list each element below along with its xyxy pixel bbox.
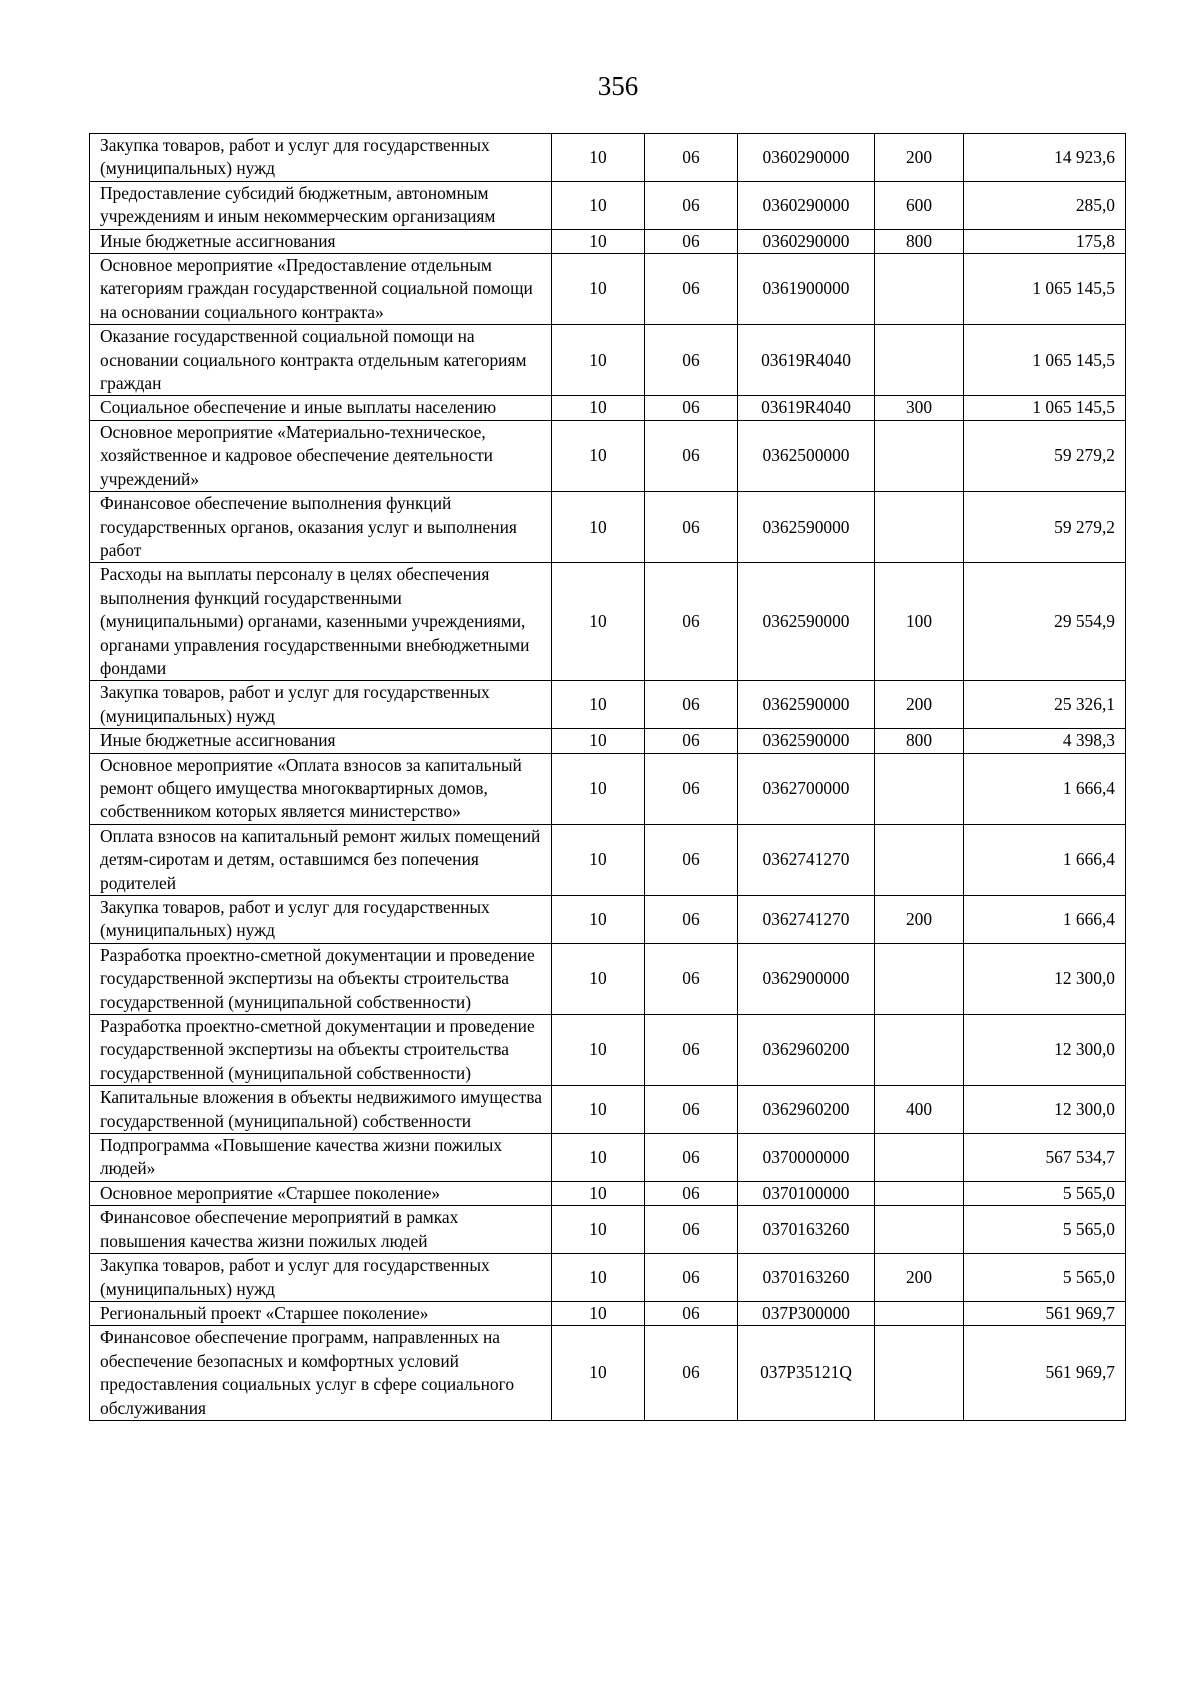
row-subsection-cell: 06	[645, 396, 738, 420]
row-section-cell: 10	[552, 896, 645, 944]
row-subsection-cell: 06	[645, 1206, 738, 1254]
row-target-item-cell: 0362741270	[738, 896, 875, 944]
row-amount-cell: 12 300,0	[964, 1086, 1126, 1134]
table-row	[90, 1326, 1126, 1421]
row-target-item-cell: 0361900000	[738, 254, 875, 325]
row-amount-cell: 1 065 145,5	[964, 396, 1126, 420]
row-target-item-cell: 0370163260	[738, 1254, 875, 1302]
row-subsection-cell: 06	[645, 492, 738, 563]
row-expense-type-cell: 600	[875, 181, 964, 229]
row-expense-type-cell: 200	[875, 1254, 964, 1302]
row-amount-cell: 561 969,7	[964, 1326, 1126, 1421]
row-subsection-cell: 06	[645, 1086, 738, 1134]
row-amount-cell: 285,0	[964, 181, 1126, 229]
row-amount-cell: 1 065 145,5	[964, 254, 1126, 325]
row-expense-type-cell: 200	[875, 134, 964, 182]
row-expense-type-cell: 100	[875, 563, 964, 681]
row-name-cell: Разработка проектно-сметной документации и проведение государственной экспертизы на объекты строительства государственной (муниципальной собственности)	[90, 943, 552, 1014]
row-target-item-cell: 03619R4040	[738, 396, 875, 420]
row-amount-cell: 29 554,9	[964, 563, 1126, 681]
row-section-cell: 10	[552, 729, 645, 753]
row-subsection-cell: 06	[645, 1134, 738, 1182]
row-expense-type-cell: 800	[875, 229, 964, 253]
row-target-item-cell: 0362700000	[738, 753, 875, 824]
row-expense-type-cell	[875, 824, 964, 895]
row-section-cell: 10	[552, 1326, 645, 1421]
row-expense-type-cell	[875, 492, 964, 563]
row-section-cell: 10	[552, 1181, 645, 1205]
row-expense-type-cell	[875, 1134, 964, 1182]
table-row	[90, 1015, 1126, 1086]
row-section-cell: 10	[552, 134, 645, 182]
row-name-cell: Капитальные вложения в объекты недвижимого имущества государственной (муниципальной) собственности	[90, 1086, 552, 1134]
row-expense-type-cell	[875, 1326, 964, 1421]
row-section-cell: 10	[552, 943, 645, 1014]
row-target-item-cell: 0362500000	[738, 420, 875, 491]
row-section-cell: 10	[552, 396, 645, 420]
table-row	[90, 563, 1126, 681]
row-subsection-cell: 06	[645, 229, 738, 253]
row-target-item-cell: 0362960200	[738, 1086, 875, 1134]
row-name-cell: Разработка проектно-сметной документации и проведение государственной экспертизы на объекты строительства государственной (муниципальной собственности)	[90, 1015, 552, 1086]
row-target-item-cell: 0362741270	[738, 824, 875, 895]
row-amount-cell: 5 565,0	[964, 1206, 1126, 1254]
row-section-cell: 10	[552, 1301, 645, 1325]
row-name-cell: Основное мероприятие «Оплата взносов за капитальный ремонт общего имущества многоквартирных домов, собственником которых является министерство»	[90, 753, 552, 824]
table-row	[90, 181, 1126, 229]
row-target-item-cell: 0360290000	[738, 229, 875, 253]
table-row	[90, 1181, 1126, 1205]
row-subsection-cell: 06	[645, 943, 738, 1014]
row-amount-cell: 25 326,1	[964, 681, 1126, 729]
row-amount-cell: 175,8	[964, 229, 1126, 253]
row-target-item-cell: 03619R4040	[738, 325, 875, 396]
table-row	[90, 134, 1126, 182]
row-amount-cell: 14 923,6	[964, 134, 1126, 182]
row-section-cell: 10	[552, 1254, 645, 1302]
row-subsection-cell: 06	[645, 1254, 738, 1302]
row-subsection-cell: 06	[645, 681, 738, 729]
row-target-item-cell: 0370100000	[738, 1181, 875, 1205]
row-section-cell: 10	[552, 824, 645, 895]
table-row	[90, 1134, 1126, 1182]
row-subsection-cell: 06	[645, 1301, 738, 1325]
row-amount-cell: 12 300,0	[964, 943, 1126, 1014]
table-row	[90, 729, 1126, 753]
table-row	[90, 420, 1126, 491]
row-amount-cell: 561 969,7	[964, 1301, 1126, 1325]
row-name-cell: Предоставление субсидий бюджетным, автономным учреждениям и иным некоммерческим организациям	[90, 181, 552, 229]
row-subsection-cell: 06	[645, 729, 738, 753]
row-amount-cell: 59 279,2	[964, 492, 1126, 563]
row-expense-type-cell: 200	[875, 896, 964, 944]
row-name-cell: Оплата взносов на капитальный ремонт жилых помещений детям-сиротам и детям, оставшимся без попечения родителей	[90, 824, 552, 895]
row-amount-cell: 567 534,7	[964, 1134, 1126, 1182]
row-expense-type-cell	[875, 420, 964, 491]
row-amount-cell: 59 279,2	[964, 420, 1126, 491]
row-section-cell: 10	[552, 1015, 645, 1086]
row-subsection-cell: 06	[645, 1181, 738, 1205]
row-name-cell: Иные бюджетные ассигнования	[90, 729, 552, 753]
row-subsection-cell: 06	[645, 254, 738, 325]
table-row	[90, 325, 1126, 396]
row-name-cell: Подпрограмма «Повышение качества жизни пожилых людей»	[90, 1134, 552, 1182]
table-row	[90, 1206, 1126, 1254]
row-name-cell: Основное мероприятие «Предоставление отдельным категориям граждан государственной социальной помощи на основании социального контракта»	[90, 254, 552, 325]
row-subsection-cell: 06	[645, 181, 738, 229]
row-expense-type-cell	[875, 1301, 964, 1325]
row-target-item-cell: 0360290000	[738, 181, 875, 229]
row-name-cell: Закупка товаров, работ и услуг для государственных (муниципальных) нужд	[90, 134, 552, 182]
row-name-cell: Основное мероприятие «Материально-техническое, хозяйственное и кадровое обеспечение деятельности учреждений»	[90, 420, 552, 491]
row-expense-type-cell	[875, 753, 964, 824]
table-row	[90, 681, 1126, 729]
budget-table	[89, 133, 1126, 1421]
row-section-cell: 10	[552, 1206, 645, 1254]
row-expense-type-cell: 800	[875, 729, 964, 753]
row-name-cell: Закупка товаров, работ и услуг для государственных (муниципальных) нужд	[90, 681, 552, 729]
row-name-cell: Закупка товаров, работ и услуг для государственных (муниципальных) нужд	[90, 1254, 552, 1302]
row-expense-type-cell	[875, 1181, 964, 1205]
row-target-item-cell: 0362900000	[738, 943, 875, 1014]
row-name-cell: Финансовое обеспечение выполнения функций государственных органов, оказания услуг и выполнения работ	[90, 492, 552, 563]
row-target-item-cell: 0362590000	[738, 492, 875, 563]
page-number: 356	[597, 71, 639, 101]
table-row	[90, 492, 1126, 563]
row-name-cell: Региональный проект «Старшее поколение»	[90, 1301, 552, 1325]
row-name-cell: Финансовое обеспечение мероприятий в рамках повышения качества жизни пожилых людей	[90, 1206, 552, 1254]
row-expense-type-cell: 300	[875, 396, 964, 420]
row-amount-cell: 4 398,3	[964, 729, 1126, 753]
table-row	[90, 943, 1126, 1014]
row-expense-type-cell	[875, 325, 964, 396]
row-target-item-cell: 0370163260	[738, 1206, 875, 1254]
row-subsection-cell: 06	[645, 824, 738, 895]
row-name-cell: Иные бюджетные ассигнования	[90, 229, 552, 253]
row-amount-cell: 1 666,4	[964, 824, 1126, 895]
table-row	[90, 1254, 1126, 1302]
row-section-cell: 10	[552, 753, 645, 824]
row-expense-type-cell	[875, 254, 964, 325]
row-name-cell: Оказание государственной социальной помощи на основании социального контракта отдельным категориям граждан	[90, 325, 552, 396]
row-amount-cell: 1 065 145,5	[964, 325, 1126, 396]
row-target-item-cell: 037P300000	[738, 1301, 875, 1325]
table-row	[90, 229, 1126, 253]
table-row	[90, 753, 1126, 824]
row-subsection-cell: 06	[645, 420, 738, 491]
row-name-cell: Социальное обеспечение и иные выплаты населению	[90, 396, 552, 420]
row-target-item-cell: 0362590000	[738, 681, 875, 729]
table-row	[90, 396, 1126, 420]
row-amount-cell: 12 300,0	[964, 1015, 1126, 1086]
row-section-cell: 10	[552, 681, 645, 729]
row-subsection-cell: 06	[645, 1015, 738, 1086]
row-section-cell: 10	[552, 181, 645, 229]
row-amount-cell: 5 565,0	[964, 1181, 1126, 1205]
row-expense-type-cell	[875, 1015, 964, 1086]
row-target-item-cell: 037P35121Q	[738, 1326, 875, 1421]
row-subsection-cell: 06	[645, 325, 738, 396]
row-amount-cell: 1 666,4	[964, 753, 1126, 824]
row-target-item-cell: 0360290000	[738, 134, 875, 182]
row-target-item-cell: 0362590000	[738, 729, 875, 753]
row-expense-type-cell: 400	[875, 1086, 964, 1134]
budget-table-body	[90, 134, 1126, 1421]
row-section-cell: 10	[552, 229, 645, 253]
table-row	[90, 1086, 1126, 1134]
row-target-item-cell: 0370000000	[738, 1134, 875, 1182]
table-row	[90, 1301, 1126, 1325]
row-section-cell: 10	[552, 1134, 645, 1182]
row-subsection-cell: 06	[645, 1326, 738, 1421]
table-row	[90, 824, 1126, 895]
row-name-cell: Расходы на выплаты персоналу в целях обеспечения выполнения функций государственными (муниципальными) органами, казенными учреждениями, органами управления государственными внебюджетными фондами	[90, 563, 552, 681]
row-name-cell: Закупка товаров, работ и услуг для государственных (муниципальных) нужд	[90, 896, 552, 944]
row-section-cell: 10	[552, 254, 645, 325]
row-subsection-cell: 06	[645, 753, 738, 824]
row-amount-cell: 5 565,0	[964, 1254, 1126, 1302]
row-section-cell: 10	[552, 420, 645, 491]
row-target-item-cell: 0362590000	[738, 563, 875, 681]
row-expense-type-cell: 200	[875, 681, 964, 729]
row-amount-cell: 1 666,4	[964, 896, 1126, 944]
row-section-cell: 10	[552, 563, 645, 681]
table-row	[90, 896, 1126, 944]
table-row	[90, 254, 1126, 325]
row-expense-type-cell	[875, 1206, 964, 1254]
row-expense-type-cell	[875, 943, 964, 1014]
row-name-cell: Основное мероприятие «Старшее поколение»	[90, 1181, 552, 1205]
row-name-cell: Финансовое обеспечение программ, направленных на обеспечение безопасных и комфортных условий предоставления социальных услуг в сфере социального обслуживания	[90, 1326, 552, 1421]
row-section-cell: 10	[552, 325, 645, 396]
row-subsection-cell: 06	[645, 134, 738, 182]
row-target-item-cell: 0362960200	[738, 1015, 875, 1086]
row-subsection-cell: 06	[645, 896, 738, 944]
row-subsection-cell: 06	[645, 563, 738, 681]
row-section-cell: 10	[552, 492, 645, 563]
row-section-cell: 10	[552, 1086, 645, 1134]
